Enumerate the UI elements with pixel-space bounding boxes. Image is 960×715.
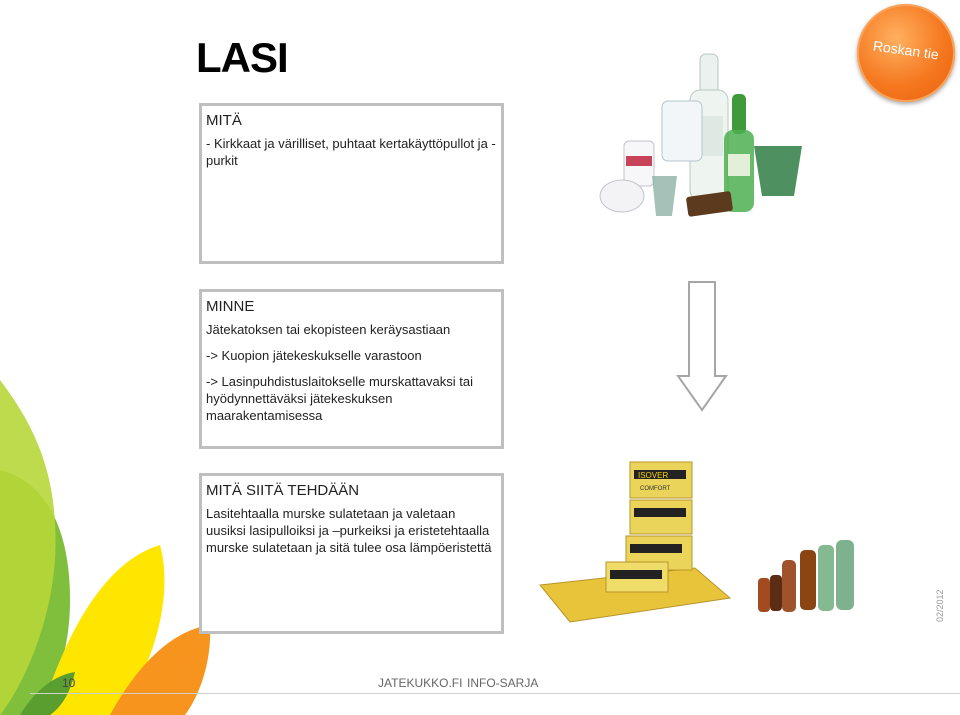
where-box: [199, 289, 504, 449]
what-made-box: [199, 473, 504, 634]
where-line: -> Lasinpuhdistuslaitokselle murskattavaksi tai hyödynnettäväksi jätekeskuksen maarakentamisessa: [206, 374, 473, 423]
where-line: -> Kuopion jätekeskukselle varastoon: [206, 348, 422, 363]
where-line: Jätekatoksen tai ekopisteen keräysastiaan: [206, 322, 451, 337]
footer-site-link[interactable]: JATEKUKKO.FI: [378, 676, 463, 690]
what-made-heading: MITÄ SIITÄ TEHDÄÄN: [206, 482, 360, 499]
what-made-line: Lasitehtaalla murske sulatetaan ja valetaan uusiksi lasipulloiksi ja –purkeiksi ja eristetehtaalla murske sulatetaan ja sitä tulee osa lämpöeristettä: [206, 506, 492, 555]
roskan-tie-badge: [857, 4, 955, 102]
where-heading: MINNE: [206, 298, 255, 315]
what-heading: MITÄ: [206, 112, 242, 129]
footer-divider: [30, 693, 960, 694]
isover-logo-text: ISOVER: [638, 471, 669, 480]
what-box: [199, 103, 504, 264]
page-number: 10: [62, 676, 76, 690]
footer-series-label: INFO-SARJA: [467, 676, 539, 690]
comfort-logo-text: COMFORT: [640, 486, 671, 492]
glass-bottles-photo: [592, 46, 812, 226]
down-arrow-icon: [676, 280, 728, 414]
what-line: - Kirkkaat ja värilliset, puhtaat kertakäyttöpullot ja -purkit: [206, 136, 496, 168]
page-title: LASI: [196, 34, 288, 81]
badge-label: Roskan tie: [872, 37, 940, 63]
insulation-and-bottles-photo: [530, 450, 873, 634]
side-date-label: 02/2012: [935, 589, 945, 622]
